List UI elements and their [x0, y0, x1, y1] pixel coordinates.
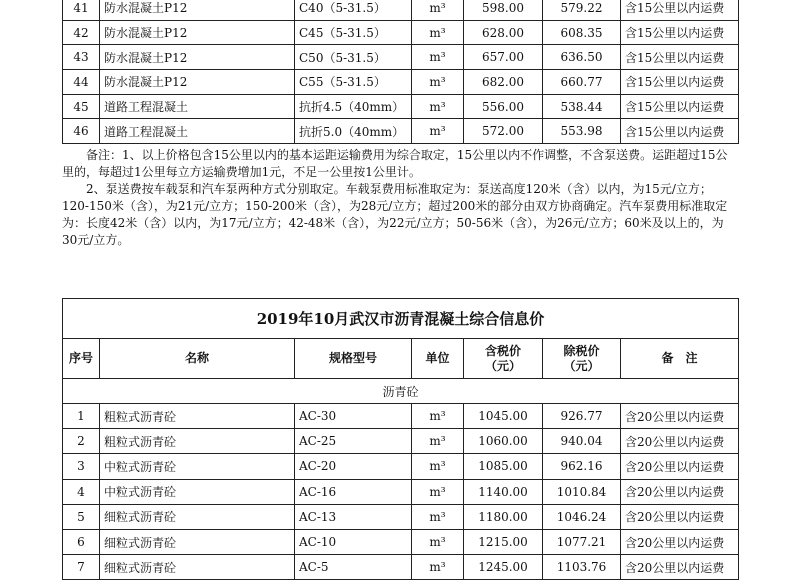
cell-name: 中粒式沥青砼: [100, 479, 295, 504]
cell-name: 细粒式沥青砼: [100, 529, 295, 554]
cell-name: 中粒式沥青砼: [100, 454, 295, 479]
cell-unit: m³: [412, 529, 464, 554]
cell-note: 含15公里以内运费: [621, 0, 739, 20]
cell-no: 45: [63, 94, 100, 119]
cell-notax: 940.04: [543, 429, 621, 454]
cell-note: 含15公里以内运费: [621, 119, 739, 144]
cell-notax: 553.98: [543, 119, 621, 144]
cell-spec: AC-16: [295, 479, 412, 504]
cell-unit: m³: [412, 479, 464, 504]
cell-unit: m³: [412, 119, 464, 144]
cell-spec: AC-5: [295, 555, 412, 580]
table-row: [63, 555, 739, 580]
cell-unit: m³: [412, 555, 464, 580]
table-row: [63, 119, 739, 144]
cell-notax: 660.77: [543, 70, 621, 95]
cell-no: 43: [63, 45, 100, 70]
cell-name: 细粒式沥青砼: [100, 555, 295, 580]
cell-name: 防水混凝土P12: [100, 0, 295, 20]
cell-spec: 抗折4.5（40mm）: [295, 94, 412, 119]
cell-note: 含15公里以内运费: [621, 94, 739, 119]
cell-spec: AC-10: [295, 529, 412, 554]
cell-no: 7: [63, 555, 100, 580]
cell-spec: C45（5-31.5）: [295, 20, 412, 45]
header-tax-price: [464, 339, 543, 379]
cell-no: 5: [63, 504, 100, 529]
cell-name: 防水混凝土P12: [100, 45, 295, 70]
cell-unit: m³: [412, 20, 464, 45]
cell-unit: m³: [412, 429, 464, 454]
cell-no: 4: [63, 479, 100, 504]
asphalt-price-table: [62, 298, 739, 580]
remark-note-1: [62, 147, 738, 181]
cell-name: 道路工程混凝土: [100, 119, 295, 144]
header-tax-line1: 含税价: [484, 343, 521, 358]
table-row: [63, 479, 739, 504]
cell-spec: AC-25: [295, 429, 412, 454]
cell-notax: 636.50: [543, 45, 621, 70]
remark-note-2: [62, 181, 738, 249]
table-title-row: [63, 299, 739, 339]
cell-tax: 1060.00: [464, 429, 543, 454]
cell-spec: AC-13: [295, 504, 412, 529]
cell-no: 42: [63, 20, 100, 45]
cell-unit: m³: [412, 94, 464, 119]
cell-tax: 1215.00: [464, 529, 543, 554]
cell-notax: 579.22: [543, 0, 621, 20]
cell-note: 含20公里以内运费: [621, 404, 739, 429]
cell-spec: AC-20: [295, 454, 412, 479]
table-row: [63, 94, 739, 119]
cell-tax: 682.00: [464, 70, 543, 95]
cell-name: 粗粒式沥青砼: [100, 429, 295, 454]
category-row: [63, 379, 739, 404]
cell-no: 1: [63, 404, 100, 429]
cell-tax: 657.00: [464, 45, 543, 70]
cell-unit: m³: [412, 454, 464, 479]
header-name: 名称: [100, 339, 295, 379]
header-spec: 规格型号: [295, 339, 412, 379]
cell-name: 细粒式沥青砼: [100, 504, 295, 529]
cell-name: 防水混凝土P12: [100, 70, 295, 95]
cell-no: 46: [63, 119, 100, 144]
cell-tax: 1180.00: [464, 504, 543, 529]
cell-notax: 962.16: [543, 454, 621, 479]
cell-spec: C55（5-31.5）: [295, 70, 412, 95]
cell-no: 6: [63, 529, 100, 554]
table-header-row: [63, 339, 739, 379]
cell-no: 44: [63, 70, 100, 95]
header-notax-line1: 除税价: [563, 343, 600, 358]
header-no: 序号: [63, 339, 100, 379]
header-unit: 单位: [412, 339, 464, 379]
cell-note: 含15公里以内运费: [621, 20, 739, 45]
cell-name: 防水混凝土P12: [100, 20, 295, 45]
cell-note: 含20公里以内运费: [621, 479, 739, 504]
cell-notax: 1077.21: [543, 529, 621, 554]
cell-no: 2: [63, 429, 100, 454]
cell-spec: AC-30: [295, 404, 412, 429]
cell-unit: m³: [412, 0, 464, 20]
cell-note: 含20公里以内运费: [621, 504, 739, 529]
table-row: [63, 45, 739, 70]
cell-tax: 628.00: [464, 20, 543, 45]
cell-tax: 1045.00: [464, 404, 543, 429]
cell-tax: 1245.00: [464, 555, 543, 580]
cell-note: 含15公里以内运费: [621, 45, 739, 70]
cell-spec: 抗折5.0（40mm）: [295, 119, 412, 144]
cell-notax: 538.44: [543, 94, 621, 119]
cell-unit: m³: [412, 404, 464, 429]
table-row: [63, 404, 739, 429]
cell-spec: C40（5-31.5）: [295, 0, 412, 20]
cell-spec: C50（5-31.5）: [295, 45, 412, 70]
table-row: [63, 20, 739, 45]
cell-notax: 1046.24: [543, 504, 621, 529]
header-note: 备 注: [621, 339, 739, 379]
cell-tax: 556.00: [464, 94, 543, 119]
remark-text-1: 备注：1、以上价格包含15公里以内的基本运距运输费用为综合取定，15公里以内不作调整，不含泵送费。运距超过15公里的，每超过1公里每立方运输费增加1元，不足一公里按1公里计。: [62, 148, 728, 179]
table-row: [63, 429, 739, 454]
cell-notax: 1103.76: [543, 555, 621, 580]
remark-text-2: 2、泵送费按车载泵和汽车泵两种方式分别取定。车载泵费用标准取定为：泵送高度120米（含）以内，为15元/立方；120-150米（含），为21元/立方；150-200米（含），为28元/立方；超过200米的部分由双方协商确定。汽车泵费用标准取定为：长度42米（含）以内，为17元/立方；42-48米（含），为22元/立方；50-56米（含），为26元/立方；60米及以上的，为30元/立方。: [62, 182, 728, 247]
header-notax-price: [543, 339, 621, 379]
header-notax-line2: （元）: [563, 358, 600, 373]
table-title: 2019年10月武汉市沥青混凝土综合信息价: [63, 299, 739, 339]
cell-tax: 1085.00: [464, 454, 543, 479]
cell-tax: 1140.00: [464, 479, 543, 504]
cell-no: 3: [63, 454, 100, 479]
category-label: 沥青砼: [63, 379, 739, 404]
cell-unit: m³: [412, 45, 464, 70]
cell-no: 41: [63, 0, 100, 20]
cell-note: 含20公里以内运费: [621, 429, 739, 454]
table-row: [63, 504, 739, 529]
cell-unit: m³: [412, 504, 464, 529]
cell-note: 含15公里以内运费: [621, 70, 739, 95]
cell-notax: 926.77: [543, 404, 621, 429]
table-row: [63, 0, 739, 20]
table-row: [63, 454, 739, 479]
concrete-price-table: [62, 0, 739, 144]
cell-name: 粗粒式沥青砼: [100, 404, 295, 429]
cell-tax: 572.00: [464, 119, 543, 144]
cell-name: 道路工程混凝土: [100, 94, 295, 119]
cell-notax: 608.35: [543, 20, 621, 45]
cell-note: 含20公里以内运费: [621, 454, 739, 479]
cell-unit: m³: [412, 70, 464, 95]
header-tax-line2: （元）: [484, 358, 521, 373]
cell-note: 含20公里以内运费: [621, 555, 739, 580]
cell-note: 含20公里以内运费: [621, 529, 739, 554]
table-row: [63, 529, 739, 554]
cell-tax: 598.00: [464, 0, 543, 20]
table-row: [63, 70, 739, 95]
cell-notax: 1010.84: [543, 479, 621, 504]
